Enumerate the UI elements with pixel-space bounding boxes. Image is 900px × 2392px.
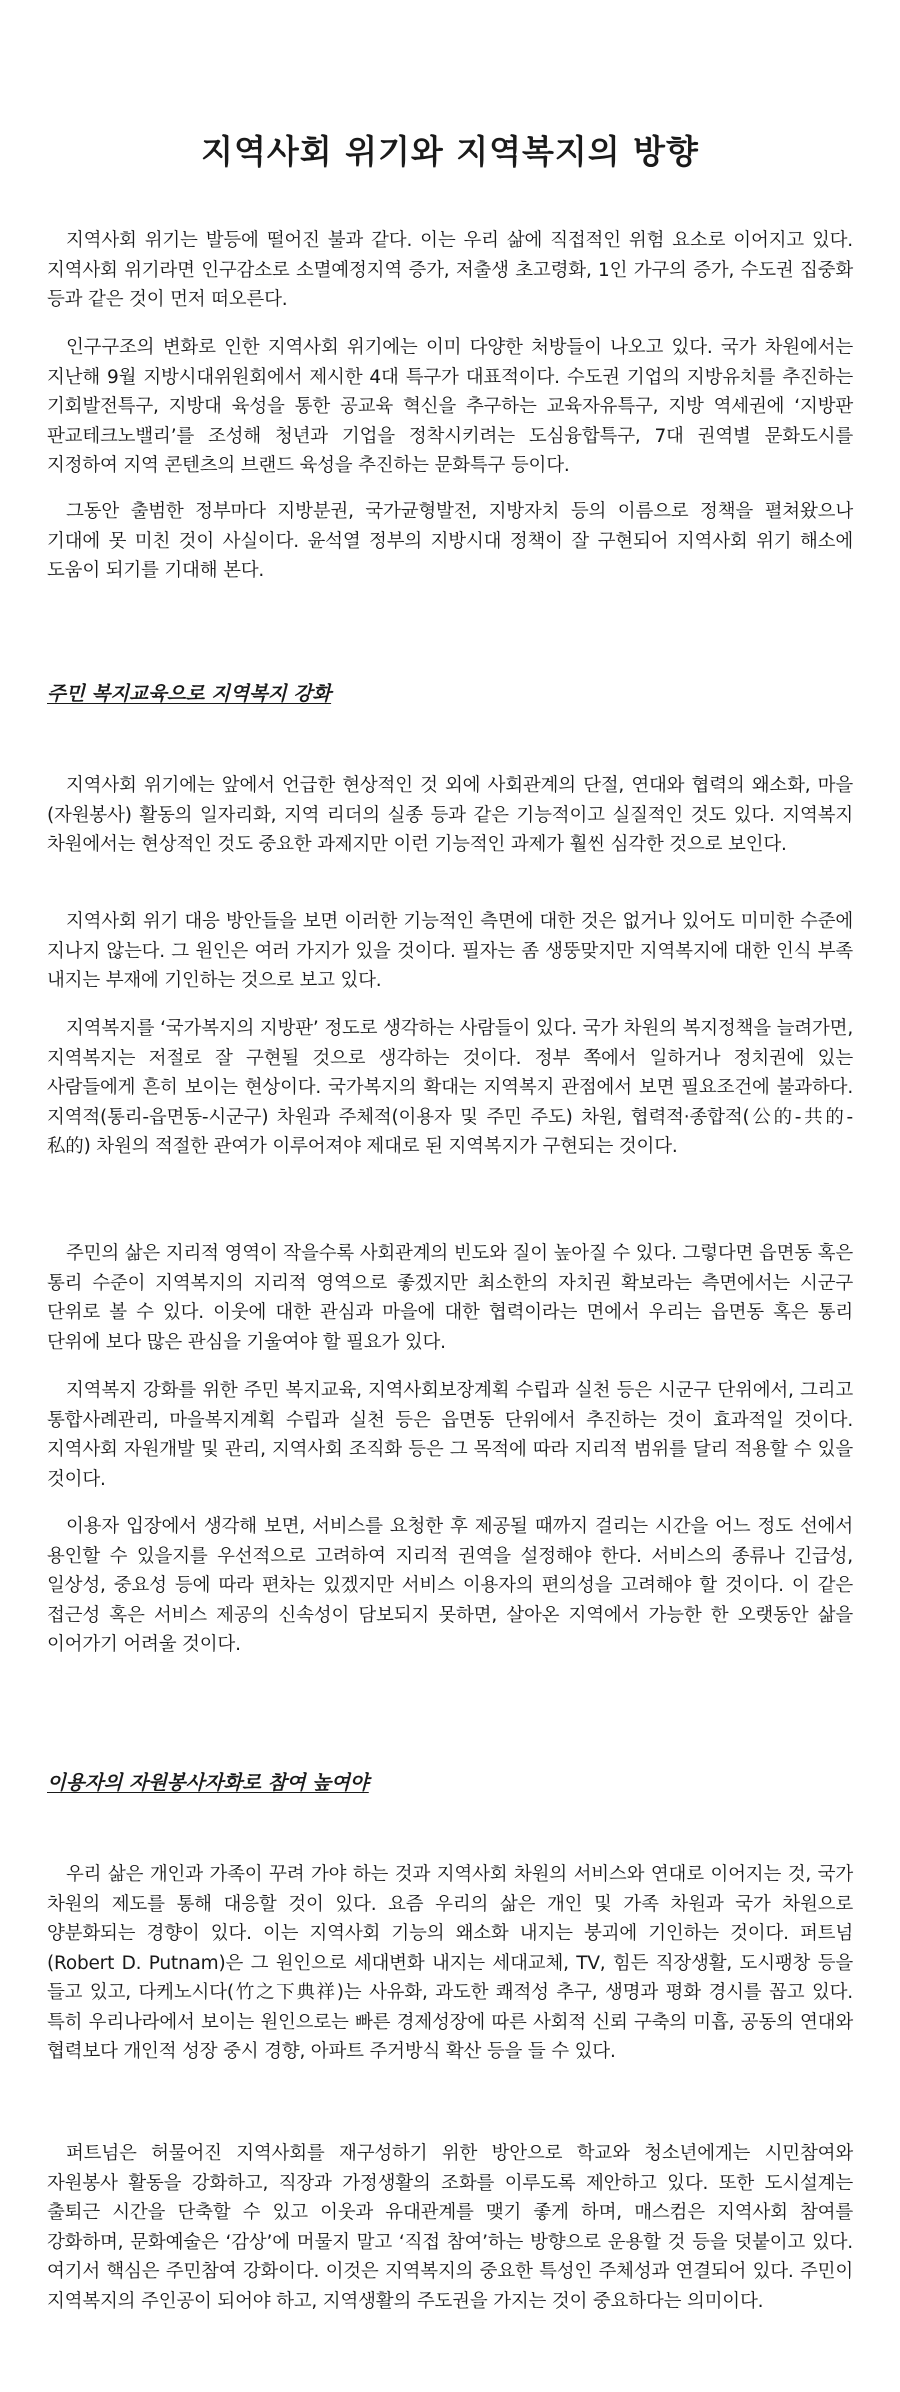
section-2-paragraph-1-block (47, 1860, 853, 2067)
section-2-paragraph-2-block (47, 2139, 853, 2316)
body-paragraph: 이용자 입장에서 생각해 보면, 서비스를 요청한 후 제공될 때까지 걸리는 시간을 어느 정도 선에서 용인할 수 있을지를 우선적으로 고려하여 지리적 권역을 설정해야 한다. 서비스의 종류나 긴급성, 일상성, 중요성 등에 따라 편차는 있겠지만 서비스 이용자의 편의성을 고려해야 할 것이다. 이 같은 접근성 혹은 서비스 제공의 신속성이 담보되지 못하면, 살아온 지역에서 가능한 한 오랫동안 삶을 이어가기 어려울 것이다. (47, 1516, 853, 1655)
section-1-paragraph-4-block (47, 1239, 853, 1357)
body-paragraph: 지역복지 강화를 위한 주민 복지교육, 지역사회보장계획 수립과 실천 등은 시군구 단위에서, 그리고 통합사례관리, 마을복지계획 수립과 실천 등은 읍면동 단위에서 추진하는 것이 효과적일 것이다. 지역사회 자원개발 및 관리, 지역사회 조직화 등은 그 목적에 따라 지리적 범위를 달리 적용할 수 있을 것이다. (47, 1380, 853, 1490)
body-paragraph: 퍼트넘은 허물어진 지역사회를 재구성하기 위한 방안으로 학교와 청소년에게는 시민참여와 자원봉사 활동을 강화하고, 직장과 가정생활의 조화를 이루도록 제안하고 있다. 또한 도시설계는 출퇴근 시간을 단축할 수 있고 이웃과 유대관계를 맺기 좋게 하며, 매스컴은 지역사회 참여를 강화하며, 문화예술은 ‘감상’에 머물지 말고 ‘직접 참여’하는 방향으로 운용할 것 등을 덧붙이고 있다. 여기서 핵심은 주민참여 강화이다. 이것은 지역복지의 중요한 특성인 주체성과 연결되어 있다. 주민이 지역복지의 주인공이 되어야 하고, 지역생활의 주도권을 가지는 것이 중요하다는 의미이다. (47, 2143, 853, 2312)
body-paragraph: 주민의 삶은 지리적 영역이 작을수록 사회관계의 빈도와 질이 높아질 수 있다. 그렇다면 읍면동 혹은 통리 수준이 지역복지의 지리적 영역으로 좋겠지만 최소한의 자치권 확보라는 측면에서는 시군구 단위로 볼 수 있다. 이웃에 대한 관심과 마을에 대한 협력이라는 면에서 우리는 읍면동 혹은 통리 단위에 보다 많은 관심을 기울여야 할 필요가 있다. (47, 1243, 853, 1353)
section-1-paragraph-5-block (47, 1376, 853, 1494)
intro-paragraph-1-block (47, 226, 853, 315)
section-1-heading-block (47, 678, 853, 706)
intro-paragraph-3-block (47, 497, 853, 586)
body-paragraph: 지역사회 위기 대응 방안들을 보면 이러한 기능적인 측면에 대한 것은 없거나 있어도 미미한 수준에 지나지 않는다. 그 원인은 여러 가지가 있을 것이다. 필자는 좀 생뚱맞지만 지역복지에 대한 인식 부족 내지는 부재에 기인하는 것으로 보고 있다. (47, 911, 853, 991)
intro-paragraph: 지역사회 위기는 발등에 떨어진 불과 같다. 이는 우리 삶에 직접적인 위험 요소로 이어지고 있다. 지역사회 위기라면 인구감소로 소멸예정지역 증가, 저출생 초고령화, 1인 가구의 증가, 수도권 집중화 등과 같은 것이 먼저 떠오른다. (47, 230, 853, 310)
section-2-heading-block (47, 1767, 853, 1795)
section-heading: 주민 복지교육으로 지역복지 강화 (47, 682, 332, 705)
intro-paragraph: 인구구조의 변화로 인한 지역사회 위기에는 이미 다양한 처방들이 나오고 있다. 국가 차원에서는 지난해 9월 지방시대위원회에서 제시한 4대 특구가 대표적이다. 수도권 기업의 지방유치를 추진하는 기회발전특구, 지방대 육성을 통한 공교육 혁신을 추구하는 교육자유특구, 지방 역세권에 ‘지방판 판교테크노밸리’를 조성해 청년과 기업을 정착시키려는 도심융합특구, 7대 권역별 문화도시를 지정하여 지역 콘텐츠의 브랜드 육성을 추진하는 문화특구 등이다. (47, 337, 853, 476)
section-1-paragraph-6-block (47, 1512, 853, 1660)
section-heading: 이용자의 자원봉사자화로 참여 높여야 (47, 1771, 369, 1794)
section-1-paragraph-2-block (47, 907, 853, 996)
intro-paragraph-2-block (47, 333, 853, 481)
document-title: 지역사회 위기와 지역복지의 방향 (201, 132, 699, 171)
section-1-paragraph-1-block (47, 771, 853, 860)
section-1-paragraph-3-block (47, 1014, 853, 1162)
body-paragraph: 우리 삶은 개인과 가족이 꾸려 가야 하는 것과 지역사회 차원의 서비스와 연대로 이어지는 것, 국가 차원의 제도를 통해 대응할 것이 있다. 요즘 우리의 삶은 개인 및 가족 차원과 국가 차원으로 양분화되는 경향이 있다. 이는 지역사회 기능의 왜소화 내지는 붕괴에 기인하는 것이다. 퍼트넘(Robert D. Putnam)은 그 원인으로 세대변화 내지는 세대교체, TV, 힘든 직장생활, 도시팽창 등을 들고 있고, 다케노시다(竹之下典祥)는 사유화, 과도한 쾌적성 추구, 생명과 평화 경시를 꼽고 있다. 특히 우리나라에서 보이는 원인으로는 빠른 경제성장에 따른 사회적 신뢰 구축의 미흡, 공동의 연대와 협력보다 개인적 성장 중시 경향, 아파트 주거방식 확산 등을 들 수 있다. (47, 1864, 853, 2062)
body-paragraph: 지역사회 위기에는 앞에서 언급한 현상적인 것 외에 사회관계의 단절, 연대와 협력의 왜소화, 마을(자원봉사) 활동의 일자리화, 지역 리더의 실종 등과 같은 기능적이고 실질적인 것도 있다. 지역복지 차원에서는 현상적인 것도 중요한 과제지만 이런 기능적인 과제가 훨씬 심각한 것으로 보인다. (47, 775, 853, 855)
intro-paragraph: 그동안 출범한 정부마다 지방분권, 국가균형발전, 지방자치 등의 이름으로 정책을 펼쳐왔으나 기대에 못 미친 것이 사실이다. 윤석열 정부의 지방시대 정책이 잘 구현되어 지역사회 위기 해소에 도움이 되기를 기대해 본다. (47, 501, 853, 581)
body-paragraph: 지역복지를 ‘국가복지의 지방판’ 정도로 생각하는 사람들이 있다. 국가 차원의 복지정책을 늘려가면, 지역복지는 저절로 잘 구현될 것으로 생각하는 것이다. 정부 쪽에서 일하거나 정치권에 있는 사람들에게 흔히 보이는 현상이다. 국가복지의 확대는 지역복지 관점에서 보면 필요조건에 불과하다. 지역적(통리-읍면동-시군구) 차원과 주체적(이용자 및 주민 주도) 차원, 협력적·종합적(公的-共的-私的) 차원의 적절한 관여가 이루어져야 제대로 된 지역복지가 구현되는 것이다. (47, 1018, 853, 1157)
